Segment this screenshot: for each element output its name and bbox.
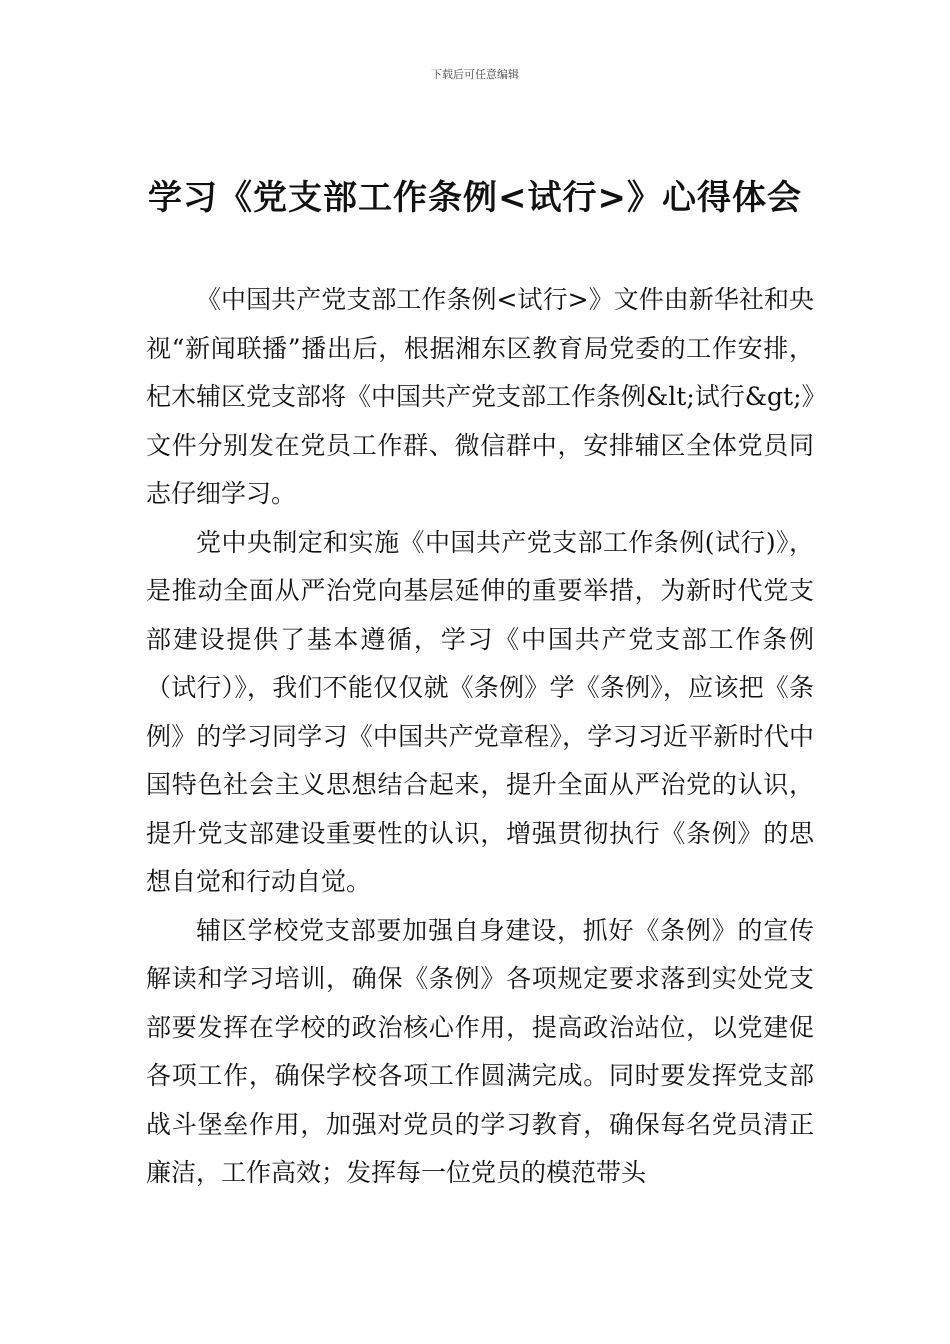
paragraph-3: 辅区学校党支部要加强自身建设，抓好《条例》的宣传解读和学习培训，确保《条例》各项规定要求落到实处党支部要发挥在学校的政治核心作用，提高政治站位，以党建促各项工作，确保学校各项工作圆满完成。同时要发挥党支部战斗堡垒作用，加强对党员的学习教育，确保每名党员清正廉洁，工作高效；发挥每一位党员的模范带头 — [146, 915, 814, 1187]
document-title: 学习《党支部工作条例<试行>》心得体会 — [148, 178, 802, 218]
header-note: 下载后可任意编辑 — [431, 68, 519, 81]
paragraph-2: 党中央制定和实施《中国共产党支部工作条例(试行)》，是推动全面从严治党向基层延伸的重要举措，为新时代党支部建设提供了基本遵循，学习《中国共产党支部工作条例（试行）》，我们不能仅仅就《条例》学《条例》，应该把《条例》的学习同学习《中国共产党章程》，学习习近平新时代中国特色社会主义思想结合起来，提升全面从严治党的认识，提升党支部建设重要性的认识，增强贯彻执行《条例》的思想自觉和行动自觉。 — [146, 527, 814, 896]
paragraph-1: 《中国共产党支部工作条例<试行>》文件由新华社和央视“新闻联播”播出后，根据湘东区教育局党委的工作安排，杞木辅区党支部将《中国共产党支部工作条例&lt;试行&gt;》文件分别发在党员工作群、微信群中，安排辅区全体党员同志仔细学习。 — [146, 285, 814, 508]
document-body — [146, 276, 814, 1198]
